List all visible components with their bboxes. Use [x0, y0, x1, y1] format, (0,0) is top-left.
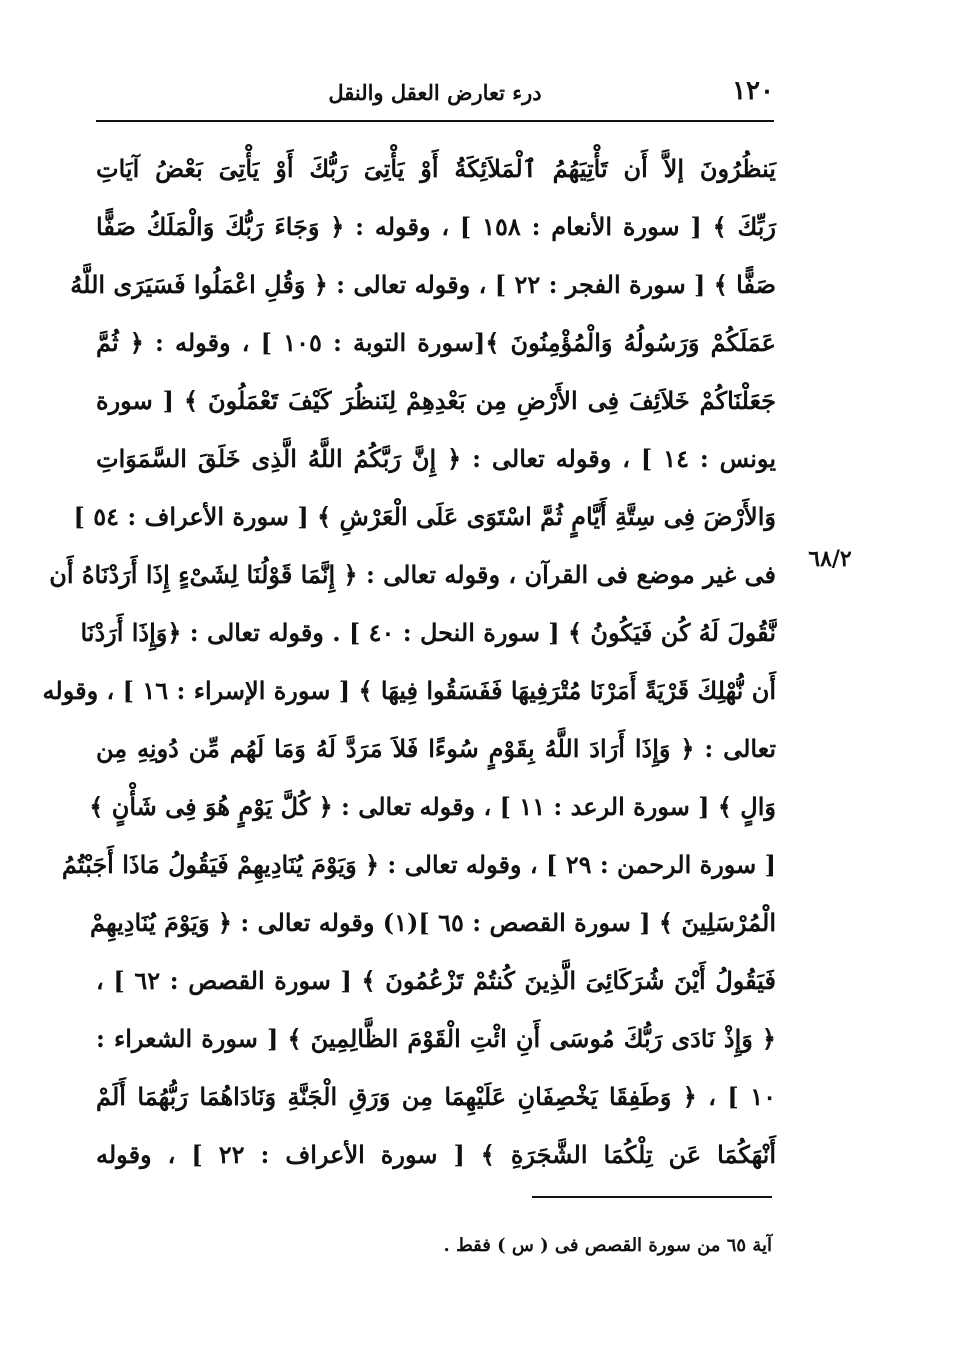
margin-reference: ٦٨/٢	[808, 546, 852, 572]
text-line: الْمُرْسَلِينَ ﴾ [ سورة القصص : ٦٥ ](١) وقوله تعالى : ﴿ وَيَوْمَ يُنَادِيهِمْ	[90, 908, 776, 937]
text-line: يونس : ١٤ ] ، وقوله تعالى : ﴿ إِنَّ رَبَّكُمُ اللَّهُ الَّذِى خَلَقَ السَّمَوَاتِ	[96, 444, 776, 473]
text-line: تعالى : ﴿ وَإِذَا أَرَادَ اللَّهُ بِقَوْمٍ سُوءًا فَلاَ مَرَدَّ لَهُ وَمَا لَهُم مِّن دُونِهِ مِن	[96, 734, 776, 763]
text-line: وَالٍ ﴾ [ سورة الرعد : ١١ ] ، وقوله تعالى : ﴿ كُلَّ يَوْمٍ هُوَ فِى شَأْنٍ ﴾	[89, 792, 776, 821]
text-line: فى غير موضع فى القرآن ، وقوله تعالى : ﴿ إِنَّمَا قَوْلُنَا لِشَىْءٍ إِذَا أَرَدْنَاهُ أَن	[49, 560, 776, 589]
text-line: ١٠ ] ، ﴿ وَطَفِقَا يَخْصِفَانِ عَلَيْهِمَا مِن وَرَقِ الْجَنَّةِ وَنَادَاهُمَا رَبُّهُمَا أَلَمْ	[96, 1082, 776, 1111]
body-text	[42, 140, 777, 1184]
text-line: جَعَلْنَاكُمْ خَلاَئِفَ فِى الأَرْضِ مِن بَعْدِهِمْ لِنَنظُرَ كَيْفَ تَعْمَلُونَ ﴾ [ سورة	[96, 386, 776, 415]
text-line: ﴿ وَإِذْ نَادَى رَبُّكَ مُوسَى أَنِ ائْتِ الْقَوْمَ الظَّالِمِينَ ﴾ [ سورة الشعراء :	[96, 1024, 776, 1053]
page-number: ١٢٠	[732, 76, 774, 106]
footnote-rule	[532, 1196, 772, 1198]
text-line: أَن نُّهْلِكَ قَرْيَةً أَمَرْنَا مُتْرَفِيهَا فَفَسَقُوا فِيهَا ﴾ [ سورة الإسراء : ١٦ ] ، وقوله	[42, 676, 776, 705]
page-header	[96, 70, 774, 116]
footnote: آية ٦٥ من سورة القصص فى ( س ) فقط .	[443, 1235, 772, 1256]
text-line: نَّقُولَ لَهُ كُن فَيَكُونُ ﴾ [ سورة النحل : ٤٠ ] . وقوله تعالى : ﴿وَإِذَا أَرَدْنَا	[80, 618, 776, 647]
text-line: أَنْهَكُمَا عَن تِلْكُمَا الشَّجَرَةِ ﴾ [ سورة الأعراف : ٢٢ ] ، وقوله	[96, 1140, 777, 1169]
running-title: درء تعارض العقل والنقل	[328, 80, 542, 105]
header-rule	[96, 120, 774, 122]
text-line: وَالأَرْضَ فِى سِتَّةِ أَيَّامٍ ثُمَّ اسْتَوَى عَلَى الْعَرْشِ ﴾ [ سورة الأعراف : ٥٤ ]	[73, 502, 776, 531]
text-line: رَبِّكَ ﴾ [ سورة الأنعام : ١٥٨ ] ، وقوله : ﴿ وَجَاءَ رَبُّكَ وَالْمَلَكُ صَفًّا	[96, 212, 776, 241]
text-line: [ سورة الرحمن : ٢٩ ] ، وقوله تعالى : ﴿ وَيَوْمَ يُنَادِيهِمْ فَيَقُولُ مَاذَا أَجَبْتُمُ	[61, 850, 776, 879]
text-line: فَيَقُولُ أَيْنَ شُرَكَائِىَ الَّذِينَ كُنتُمْ تَزْعُمُونَ ﴾ [ سورة القصص : ٦٢ ] ،	[96, 966, 777, 995]
text-line: يَنظُرُونَ إلاَّ أَن تَأْتِيَهُمُ ٱلْمَلاَئِكَةُ أَوْ يَأْتِىَ رَبُّكَ أَوْ يَأْتِىَ بَعْضُ آيَاتِ	[96, 154, 776, 183]
text-line: عَمَلَكُمْ وَرَسُولُهُ وَالْمُؤْمِنُونَ ﴾[سورة التوبة : ١٠٥ ] ، وقوله : ﴿ ثُمَّ	[96, 328, 777, 357]
text-line: صَفًّا ﴾ [ سورة الفجر : ٢٢ ] ، وقوله تعالى : ﴿ وَقُلِ اعْمَلُوا فَسَيَرَى اللَّهُ	[70, 270, 776, 299]
